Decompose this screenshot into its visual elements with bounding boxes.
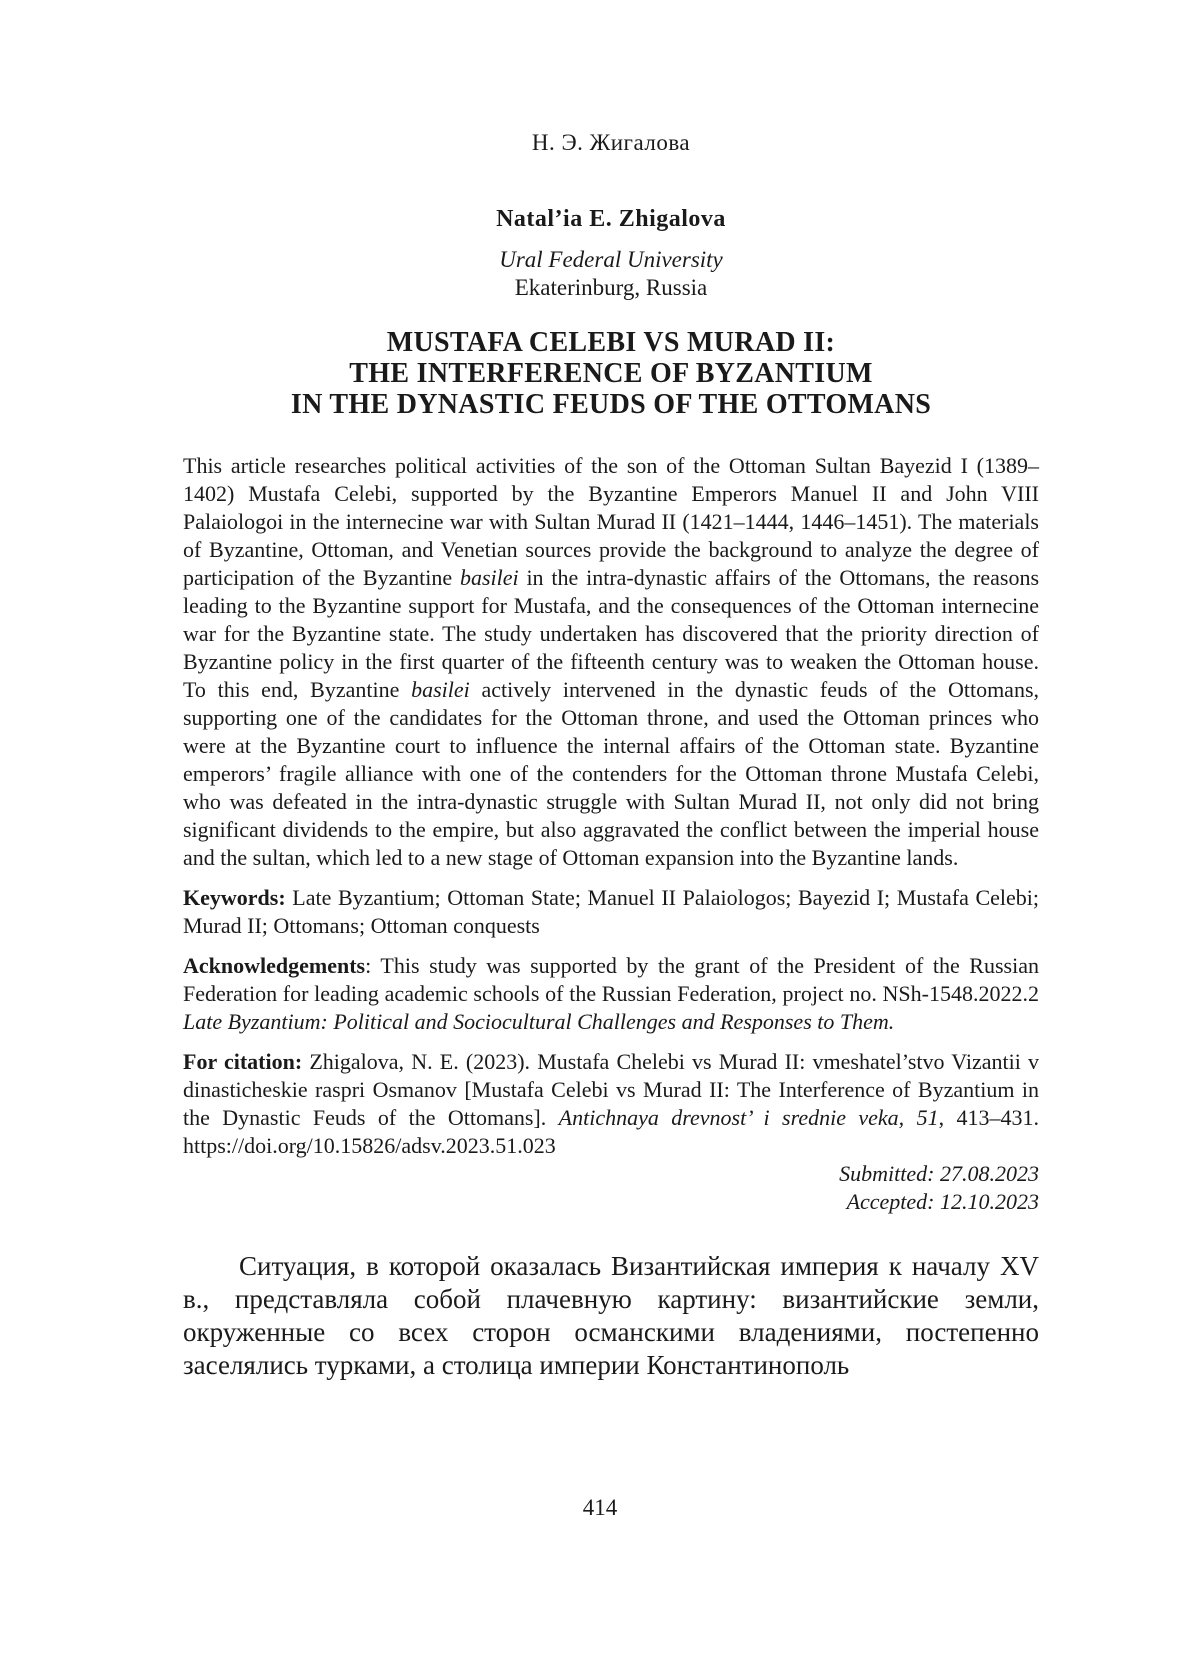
title-line: IN THE DYNASTIC FEUDS OF THE OTTOMANS bbox=[290, 389, 932, 420]
author-location: Ekaterinburg, Russia bbox=[514, 275, 708, 300]
abstract-text: in the intra-dynastic affairs of the Ottomans, the reasons leading to the Byzantine support for Mustafa, and the consequences of the Ottoman internecine war for the Byzantine state. The study undertaken has discovered that the priority direction of Byzantine policy in the first quarter of the fifteenth century was to weaken the Ottoman house. To this end, Byzantine bbox=[183, 565, 1039, 702]
citation-text: , 413–431. https://doi.org/10.15826/adsv.2023.51.023 bbox=[183, 1105, 1039, 1158]
citation-text: Zhigalova, N. E. (2023). Mustafa Chelebi vs Murad II: vmeshatel’stvo Vizantii v dinasticheskie raspri Osmanov [Mustafa Celebi vs Murad II: The Interference of Byzantium in the Dynastic Feuds of the Ottomans]. bbox=[183, 1049, 1040, 1130]
title-line: MUSTAFA CELEBI VS MURAD II: bbox=[386, 327, 836, 358]
acknowledgements-text: : This study was supported by the grant of the President of the Russian Federation for leading academic schools of the Russian Federation, project no. NSh-1548.2022.2 bbox=[183, 953, 1039, 1006]
acknowledgements-project-title: Late Byzantium: Political and Sociocultural Challenges and Responses to Them. bbox=[183, 1009, 895, 1034]
article-title bbox=[183, 327, 1039, 420]
acknowledgements-label: Acknowledgements bbox=[183, 953, 366, 978]
abstract-emphasis: basilei bbox=[411, 677, 470, 702]
keywords-label: Keywords: bbox=[183, 885, 286, 910]
citation-label: For citation: bbox=[183, 1049, 303, 1074]
page-number: 414 bbox=[582, 1495, 618, 1520]
citation bbox=[183, 1048, 1039, 1160]
keywords bbox=[183, 884, 1039, 940]
accepted-date: Accepted: 12.10.2023 bbox=[846, 1189, 1039, 1214]
abstract bbox=[183, 452, 1039, 872]
title-line: THE INTERFERENCE OF BYZANTIUM bbox=[349, 358, 873, 389]
submitted-date: Submitted: 27.08.2023 bbox=[839, 1161, 1039, 1186]
abstract-emphasis: basilei bbox=[459, 565, 519, 590]
abstract-text: actively intervened in the dynastic feuds of the Ottomans, supporting one of the candidates for the Ottoman throne, and used the Ottoman princes who were at the Byzantine court to influence the internal affairs of the Ottoman state. Byzantine emperors’ fragile alliance with one of the contenders for the Ottoman throne Mustafa Celebi, who was defeated in the intra-dynastic struggle with Sultan Murad II, not only did not bring significant dividends to the empire, but also aggravated the conflict between the imperial house and the sultan, which led to a new stage of Ottoman expansion into the Byzantine lands. bbox=[183, 677, 1040, 870]
acknowledgements bbox=[183, 952, 1039, 1036]
body-paragraph: Ситуация, в которой оказалась Византийская империя к началу XV в., представляла собой плачевную картину: византийские земли, окруженные со всех сторон османскими владениями, постепенно заселялись турками, а столица империи Константинополь bbox=[183, 1251, 1039, 1380]
citation-journal: Antichnaya drevnost’ i srednie veka, 51 bbox=[558, 1105, 939, 1130]
author-affiliation: Ural Federal University bbox=[499, 247, 723, 272]
author-name: Natal’ia E. Zhigalova bbox=[496, 206, 726, 232]
abstract-text: This article researches political activities of the son of the Ottoman Sultan Bayezid I (1389–1402) Mustafa Celebi, supported by the Byzantine Emperors Manuel II and John VIII Palaiologoi in the internecine war with Sultan Murad II (1421–1444, 1446–1451). The materials of Byzantine, Ottoman, and Venetian sources provide the background to analyze the degree of participation of the Byzantine bbox=[183, 453, 1039, 590]
keywords-text: Late Byzantium; Ottoman State; Manuel II Palaiologos; Bayezid I; Mustafa Celebi; Murad II; Ottomans; Ottoman conquests bbox=[183, 885, 1039, 938]
running-head: Н. Э. Жигалова bbox=[531, 130, 691, 155]
article-page bbox=[183, 130, 1039, 1382]
